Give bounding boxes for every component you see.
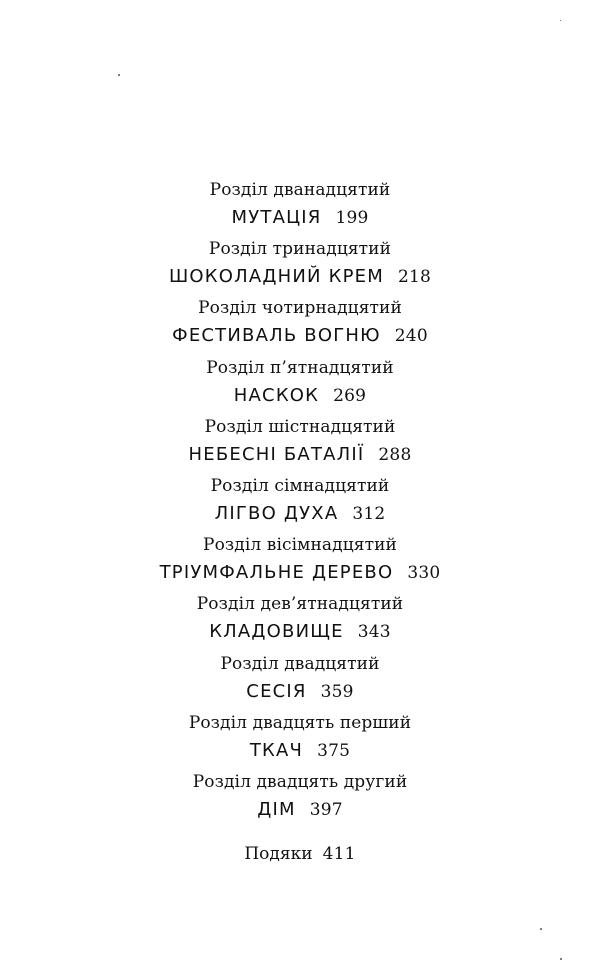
chapter-heading: Розділ чотирнадцятий — [198, 298, 402, 319]
chapter-title: ДІМ — [257, 798, 296, 820]
chapter-title: СЕСІЯ — [246, 680, 307, 702]
page-number: 269 — [333, 385, 367, 406]
toc-entry-13[interactable] — [0, 235, 600, 294]
chapter-title-line — [0, 678, 600, 706]
toc-entry-21[interactable] — [0, 709, 600, 768]
toc-entry-acknowledgements[interactable] — [0, 840, 600, 868]
chapter-title-line — [0, 796, 600, 824]
print-speck — [560, 20, 561, 21]
chapter-title: ТКАЧ — [249, 739, 304, 761]
toc-entry-16[interactable] — [0, 413, 600, 472]
chapter-heading: Розділ п’ятнадцятий — [206, 357, 394, 378]
chapter-title: НАСКОК — [233, 384, 320, 406]
chapter-title-line — [0, 559, 600, 587]
chapter-heading: Розділ двадцятий — [220, 653, 380, 674]
chapter-title: ЛІГВО ДУХА — [214, 502, 339, 524]
toc-entry-22[interactable] — [0, 768, 600, 827]
print-speck — [118, 74, 120, 76]
print-speck — [540, 928, 542, 930]
page-number: 343 — [357, 622, 391, 643]
chapter-heading: Розділ дванадцятий — [209, 180, 391, 200]
page-number: 330 — [407, 563, 441, 584]
page-number: 199 — [335, 208, 369, 228]
page-number: 411 — [322, 844, 356, 864]
chapter-title-line — [0, 204, 600, 232]
chapter-title-line — [0, 618, 600, 646]
page-number: 218 — [397, 267, 432, 288]
toc-entry-12[interactable] — [0, 176, 600, 235]
toc-entry-18[interactable] — [0, 531, 600, 590]
print-speck — [560, 958, 562, 960]
page-number: 359 — [320, 681, 354, 702]
page-number: 288 — [378, 444, 412, 465]
chapter-title-line — [0, 500, 600, 528]
chapter-title: ШОКОЛАДНИЙ КРЕМ — [168, 266, 384, 288]
page-number: 312 — [352, 503, 386, 524]
chapter-heading: Розділ тринадцятий — [208, 239, 392, 260]
chapter-title-line — [0, 322, 600, 350]
chapter-heading: Розділ сімнадцятий — [210, 475, 390, 496]
chapter-title: ФЕСТИВАЛЬ ВОГНЮ — [172, 325, 381, 347]
toc-entry-15[interactable] — [0, 354, 600, 413]
chapter-title-line — [0, 441, 600, 469]
chapter-heading: Розділ вісімнадцятий — [203, 535, 397, 556]
chapter-title-line — [0, 382, 600, 410]
chapter-title: ТРІУМФАЛЬНЕ ДЕРЕВО — [159, 562, 394, 584]
toc-entry-14[interactable] — [0, 294, 600, 353]
toc-entry-20[interactable] — [0, 650, 600, 709]
chapter-title: КЛАДОВИЩЕ — [209, 621, 344, 643]
table-of-contents — [0, 176, 600, 827]
toc-entry-19[interactable] — [0, 590, 600, 649]
page-number: 240 — [394, 326, 428, 347]
page-number: 375 — [317, 740, 351, 761]
chapter-title-line — [0, 737, 600, 765]
chapter-title-line — [0, 263, 600, 291]
chapter-heading: Розділ шістнадцятий — [204, 416, 396, 437]
chapter-heading: Розділ дев’ятнадцятий — [196, 594, 404, 615]
page-number: 397 — [309, 799, 343, 820]
acknowledgements-label: Подяки — [244, 844, 313, 864]
chapter-heading: Розділ двадцять другий — [192, 771, 408, 792]
toc-entry-17[interactable] — [0, 472, 600, 531]
chapter-title: НЕБЕСНІ БАТАЛІЇ — [188, 443, 365, 465]
chapter-heading: Розділ двадцять перший — [188, 712, 412, 733]
chapter-title: МУТАЦІЯ — [231, 207, 322, 228]
